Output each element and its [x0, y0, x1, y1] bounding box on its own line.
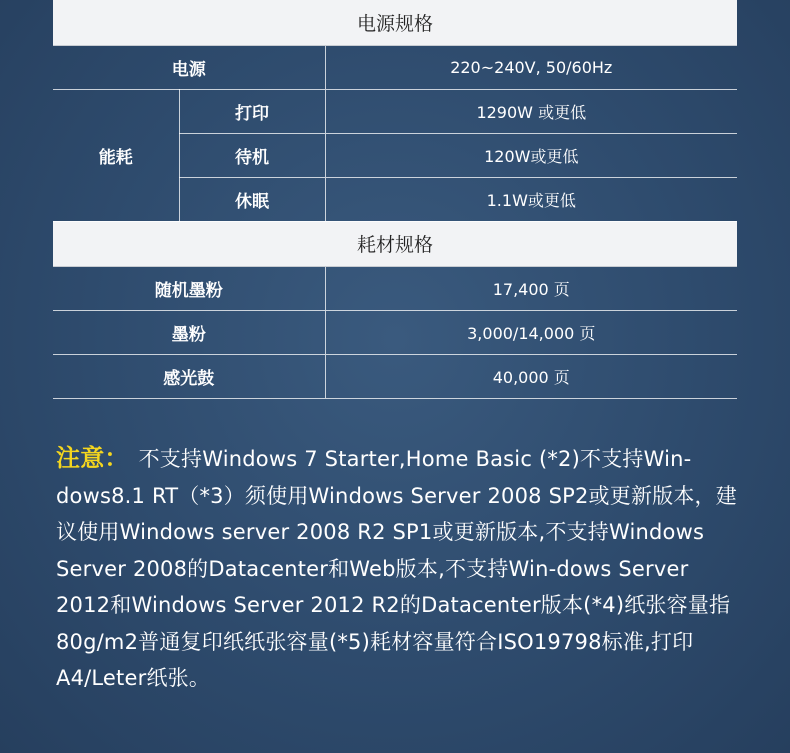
- table-row: [53, 310, 737, 354]
- spec-value: 1290W 或更低: [325, 89, 737, 133]
- spec-value: 17,400 页: [325, 266, 737, 310]
- spec-label: 感光鼓: [53, 354, 325, 398]
- power-section-header-row: [53, 0, 737, 45]
- spec-sub-label: 休眠: [179, 177, 325, 221]
- spec-label: 电源: [53, 45, 325, 89]
- table-row: [53, 45, 737, 89]
- spec-value: 1.1W或更低: [325, 177, 737, 221]
- spec-value: 40,000 页: [325, 354, 737, 398]
- table-row: [53, 354, 737, 398]
- spec-sub-label: 待机: [179, 133, 325, 177]
- spec-label: 墨粉: [53, 310, 325, 354]
- spec-label: 随机墨粉: [53, 266, 325, 310]
- spec-sub-label: 打印: [179, 89, 325, 133]
- table-row: [53, 266, 737, 310]
- power-section-header: 电源规格: [53, 0, 737, 45]
- spec-value: 3,000/14,000 页: [325, 310, 737, 354]
- spec-table: [53, 0, 737, 399]
- note-body: 不支持Windows 7 Starter,Home Basic (*2)不支持Win-dows8.1 RT（*3）须使用Windows Server 2008 SP2或更新版本，建议使用Windows server 2008 R2 SP1或更新版本,不支持Windows Server 2008的Datacenter和Web版本,不支持Win-dows Server 2012和Windows Server 2012 R2的Datacenter版本(*4)纸张容量指80g/m2普通复印纸纸张容量(*5)耗材容量符合ISO19798标准,打印A4/Leter纸张。: [56, 447, 737, 690]
- spec-value: 220~240V, 50/60Hz: [325, 45, 737, 89]
- spec-value: 120W或更低: [325, 133, 737, 177]
- note-paragraph: [56, 440, 746, 697]
- consumables-section-header-row: [53, 221, 737, 266]
- note-title: 注意：: [56, 444, 129, 472]
- table-row: [53, 89, 737, 133]
- consumables-section-header: 耗材规格: [53, 221, 737, 266]
- energy-group-label: 能耗: [53, 89, 179, 221]
